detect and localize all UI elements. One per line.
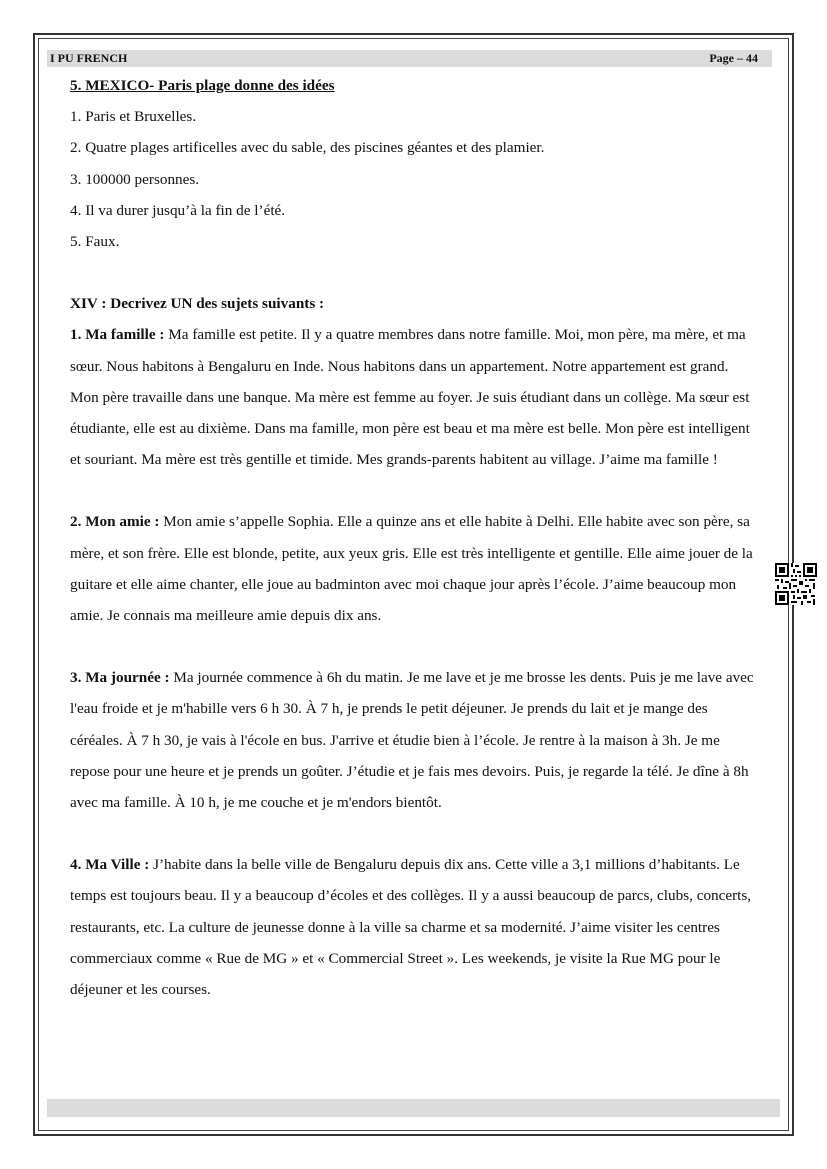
topic-city xyxy=(70,849,760,1005)
spacer xyxy=(70,818,760,849)
topic-friend xyxy=(70,506,760,631)
course-title: I PU FRENCH xyxy=(50,51,128,65)
topic-day xyxy=(70,662,760,818)
section14-title: XIV : Decrivez UN des sujets suivants : xyxy=(70,295,325,313)
topic-day-label: 3. Ma journée : xyxy=(70,669,170,687)
topic-city-text: J’habite dans la belle ville de Bengaluru depuis dix ans. Cette ville a 3,1 millions d’habitants. Le temps est toujours beau. Il y a beaucoup d’écoles et des collèges. Il y a aussi beaucoup de parcs, clubs, concerts, restaurants, etc. La culture de jeunesse donne à la ville sa charme et sa modernité. J’aime visiter les centres commerciaux comme « Rue de MG » et « Commercial Street ». Les weekends, je visite la Rue MG pour le déjeuner et les courses. xyxy=(70,856,752,999)
topic-family-label: 1. Ma famille : xyxy=(70,326,165,344)
topic-family-text: Ma famille est petite. Il y a quatre membres dans notre famille. Moi, mon père, ma mère, et ma sœur. Nous habitons à Bengaluru en Inde. Nous habitons dans un appartement. Notre appartement est grand. Mon père travaille dans une banque. Ma mère est femme au foyer. Je suis étudiant dans un collège. Ma sœur est étudiante, elle est au dixième. Dans ma famille, mon père est beau et ma mère est belle. Mon père est intelligent et souriant. Ma mère est très gentille et timide. Mes grands-parents habitent au village. J’aime ma famille ! xyxy=(70,326,750,469)
qr-code-icon[interactable] xyxy=(775,563,817,605)
topic-family xyxy=(70,319,760,475)
topic-city-label: 4. Ma Ville : xyxy=(70,856,150,874)
footer-bar xyxy=(47,1099,780,1117)
answer-2: 2. Quatre plages artificelles avec du sable, des piscines géantes et des plamier. xyxy=(70,139,545,157)
spacer xyxy=(70,257,760,288)
answer-3: 3. 100000 personnes. xyxy=(70,170,200,188)
topic-day-text: Ma journée commence à 6h du matin. Je me lave et je me brosse les dents. Puis je me lave avec l'eau froide et je m'habille vers 6 h 30. À 7 h, je prends le petit déjeuner. Je prends du lait et je mange des céréales. À 7 h 30, je vais à l'école en bus. J'arrive et étudie bien à l’école. Je rentre à la maison à 3h. Je me repose pour une heure et je prends un goûter. J’étudie et je fais mes devoirs. Puis, je regarde la télé. Je dîne à 8h avec ma famille. À 10 h, je me couche et je m'endors bientôt. xyxy=(70,669,754,812)
answer-4: 4. Il va durer jusqu’à la fin de l’été. xyxy=(70,201,286,219)
topic-friend-text: Mon amie s’appelle Sophia. Elle a quinze ans et elle habite à Delhi. Elle habite avec son père, sa mère, et son frère. Elle est blonde, petite, aux yeux gris. Elle est très intelligente et gentille. Elle aime jouer de la guitare et elle aime chanter, elle joue au badminton avec moi chaque jour après l’école. J’aime beaucoup mon amie. Je connais ma meilleure amie depuis dix ans. xyxy=(70,513,753,625)
header-bar xyxy=(47,50,772,67)
page-content xyxy=(70,70,760,1005)
answer-5: 5. Faux. xyxy=(70,233,120,251)
answer-1: 1. Paris et Bruxelles. xyxy=(70,108,197,126)
topic-friend-label: 2. Mon amie : xyxy=(70,513,160,531)
spacer xyxy=(70,475,760,506)
spacer xyxy=(70,631,760,662)
page-number: Page – 44 xyxy=(709,51,758,65)
section5-title: 5. MEXICO- Paris plage donne des idées xyxy=(70,77,335,94)
